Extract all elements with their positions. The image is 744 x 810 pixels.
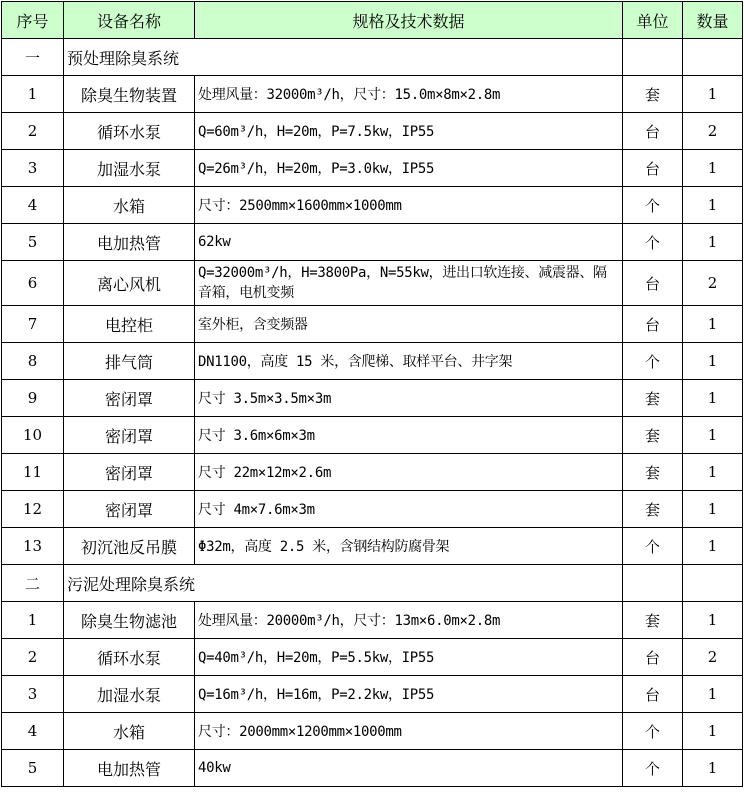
- quantity-text: 1: [683, 380, 743, 417]
- table-row: [2, 380, 743, 417]
- equipment-name: 离心风机: [64, 261, 195, 306]
- equipment-name: 除臭生物装置: [64, 76, 195, 113]
- unit-text: 个: [623, 224, 683, 261]
- unit-text: 套: [623, 417, 683, 454]
- empty-cell: [683, 565, 743, 602]
- equipment-name: 电加热管: [64, 224, 195, 261]
- row-number: 11: [2, 454, 64, 491]
- equipment-name: 电控柜: [64, 306, 195, 343]
- unit-text: 套: [623, 76, 683, 113]
- unit-text: 台: [623, 306, 683, 343]
- table-row: [2, 491, 743, 528]
- quantity-text: 1: [683, 150, 743, 187]
- equipment-name: 水箱: [64, 187, 195, 224]
- header-unit: 单位: [623, 2, 683, 39]
- table-row: [2, 417, 743, 454]
- spec-text: Q=16m³/h，H=16m，P=2.2kw，IP55: [195, 676, 623, 713]
- equipment-table: [1, 1, 743, 787]
- spec-text: 尺寸 4m×7.6m×3m: [195, 491, 623, 528]
- section-row: [2, 39, 743, 76]
- row-number: 2: [2, 113, 64, 150]
- unit-text: 套: [623, 491, 683, 528]
- row-number: 5: [2, 750, 64, 787]
- row-number: 12: [2, 491, 64, 528]
- quantity-text: 1: [683, 602, 743, 639]
- table-header-row: [2, 2, 743, 39]
- spec-text: 室外柜，含变频器: [195, 306, 623, 343]
- unit-text: 台: [623, 113, 683, 150]
- row-number: 3: [2, 676, 64, 713]
- table-row: [2, 187, 743, 224]
- table-row: [2, 76, 743, 113]
- unit-text: 个: [623, 713, 683, 750]
- equipment-name: 密闭罩: [64, 454, 195, 491]
- equipment-name: 密闭罩: [64, 380, 195, 417]
- equipment-name: 循环水泵: [64, 113, 195, 150]
- spec-text: 62kw: [195, 224, 623, 261]
- unit-text: 个: [623, 528, 683, 565]
- table-row: [2, 224, 743, 261]
- table-row: [2, 639, 743, 676]
- spec-text: Φ32m，高度 2.5 米，含钢结构防腐骨架: [195, 528, 623, 565]
- empty-cell: [683, 39, 743, 76]
- empty-cell: [623, 39, 683, 76]
- row-number: 9: [2, 380, 64, 417]
- table-row: [2, 454, 743, 491]
- section-title: 污泥处理除臭系统: [64, 565, 623, 602]
- table-row: [2, 306, 743, 343]
- row-number: 1: [2, 602, 64, 639]
- equipment-name: 初沉池反吊膜: [64, 528, 195, 565]
- row-number: 3: [2, 150, 64, 187]
- quantity-text: 1: [683, 306, 743, 343]
- equipment-name: 加湿水泵: [64, 150, 195, 187]
- header-no: 序号: [2, 2, 64, 39]
- row-number: 13: [2, 528, 64, 565]
- spec-text: 40kw: [195, 750, 623, 787]
- equipment-name: 循环水泵: [64, 639, 195, 676]
- table-body: [2, 39, 743, 787]
- table-row: [2, 150, 743, 187]
- table-row: [2, 343, 743, 380]
- unit-text: 台: [623, 676, 683, 713]
- row-number: 7: [2, 306, 64, 343]
- header-name: 设备名称: [64, 2, 195, 39]
- spec-text: 处理风量：20000m³/h，尺寸：13m×6.0m×2.8m: [195, 602, 623, 639]
- equipment-name: 排气筒: [64, 343, 195, 380]
- quantity-text: 1: [683, 528, 743, 565]
- row-number: 2: [2, 639, 64, 676]
- spec-text: Q=32000m³/h，H=3800Pa，N=55kw，进出口软连接、减震器、隔音箱，电机变频: [195, 261, 623, 306]
- quantity-text: 1: [683, 76, 743, 113]
- table-row: [2, 261, 743, 306]
- header-qty: 数量: [683, 2, 743, 39]
- quantity-text: 1: [683, 713, 743, 750]
- quantity-text: 1: [683, 676, 743, 713]
- quantity-text: 1: [683, 343, 743, 380]
- row-number: 6: [2, 261, 64, 306]
- unit-text: 个: [623, 343, 683, 380]
- row-number: 10: [2, 417, 64, 454]
- equipment-name: 除臭生物滤池: [64, 602, 195, 639]
- quantity-text: 1: [683, 224, 743, 261]
- spec-text: 尺寸：2500mm×1600mm×1000mm: [195, 187, 623, 224]
- table-row: [2, 113, 743, 150]
- row-number: 5: [2, 224, 64, 261]
- unit-text: 台: [623, 261, 683, 306]
- spec-text: 尺寸：2000mm×1200mm×1000mm: [195, 713, 623, 750]
- unit-text: 个: [623, 187, 683, 224]
- spec-text: 尺寸 3.6m×6m×3m: [195, 417, 623, 454]
- unit-text: 套: [623, 602, 683, 639]
- section-number: 二: [2, 565, 64, 602]
- equipment-name: 水箱: [64, 713, 195, 750]
- table-row: [2, 528, 743, 565]
- table-row: [2, 602, 743, 639]
- spec-text: Q=40m³/h，H=20m，P=5.5kw，IP55: [195, 639, 623, 676]
- row-number: 4: [2, 713, 64, 750]
- equipment-name: 密闭罩: [64, 417, 195, 454]
- row-number: 8: [2, 343, 64, 380]
- unit-text: 套: [623, 380, 683, 417]
- unit-text: 台: [623, 150, 683, 187]
- header-spec: 规格及技术数据: [195, 2, 623, 39]
- section-row: [2, 565, 743, 602]
- spec-text: DN1100，高度 15 米，含爬梯、取样平台、井字架: [195, 343, 623, 380]
- quantity-text: 1: [683, 491, 743, 528]
- spec-text: 尺寸 22m×12m×2.6m: [195, 454, 623, 491]
- unit-text: 台: [623, 639, 683, 676]
- equipment-name: 电加热管: [64, 750, 195, 787]
- quantity-text: 1: [683, 454, 743, 491]
- table-row: [2, 713, 743, 750]
- section-title: 预处理除臭系统: [64, 39, 623, 76]
- section-number: 一: [2, 39, 64, 76]
- quantity-text: 1: [683, 187, 743, 224]
- row-number: 1: [2, 76, 64, 113]
- quantity-text: 1: [683, 417, 743, 454]
- equipment-name: 密闭罩: [64, 491, 195, 528]
- spec-text: Q=26m³/h，H=20m，P=3.0kw，IP55: [195, 150, 623, 187]
- spec-text: 处理风量：32000m³/h，尺寸：15.0m×8m×2.8m: [195, 76, 623, 113]
- table-row: [2, 750, 743, 787]
- quantity-text: 1: [683, 750, 743, 787]
- equipment-name: 加湿水泵: [64, 676, 195, 713]
- table-row: [2, 676, 743, 713]
- quantity-text: 2: [683, 261, 743, 306]
- unit-text: 套: [623, 454, 683, 491]
- spec-text: Q=60m³/h，H=20m，P=7.5kw，IP55: [195, 113, 623, 150]
- row-number: 4: [2, 187, 64, 224]
- spec-text: 尺寸 3.5m×3.5m×3m: [195, 380, 623, 417]
- quantity-text: 2: [683, 113, 743, 150]
- quantity-text: 2: [683, 639, 743, 676]
- empty-cell: [623, 565, 683, 602]
- unit-text: 个: [623, 750, 683, 787]
